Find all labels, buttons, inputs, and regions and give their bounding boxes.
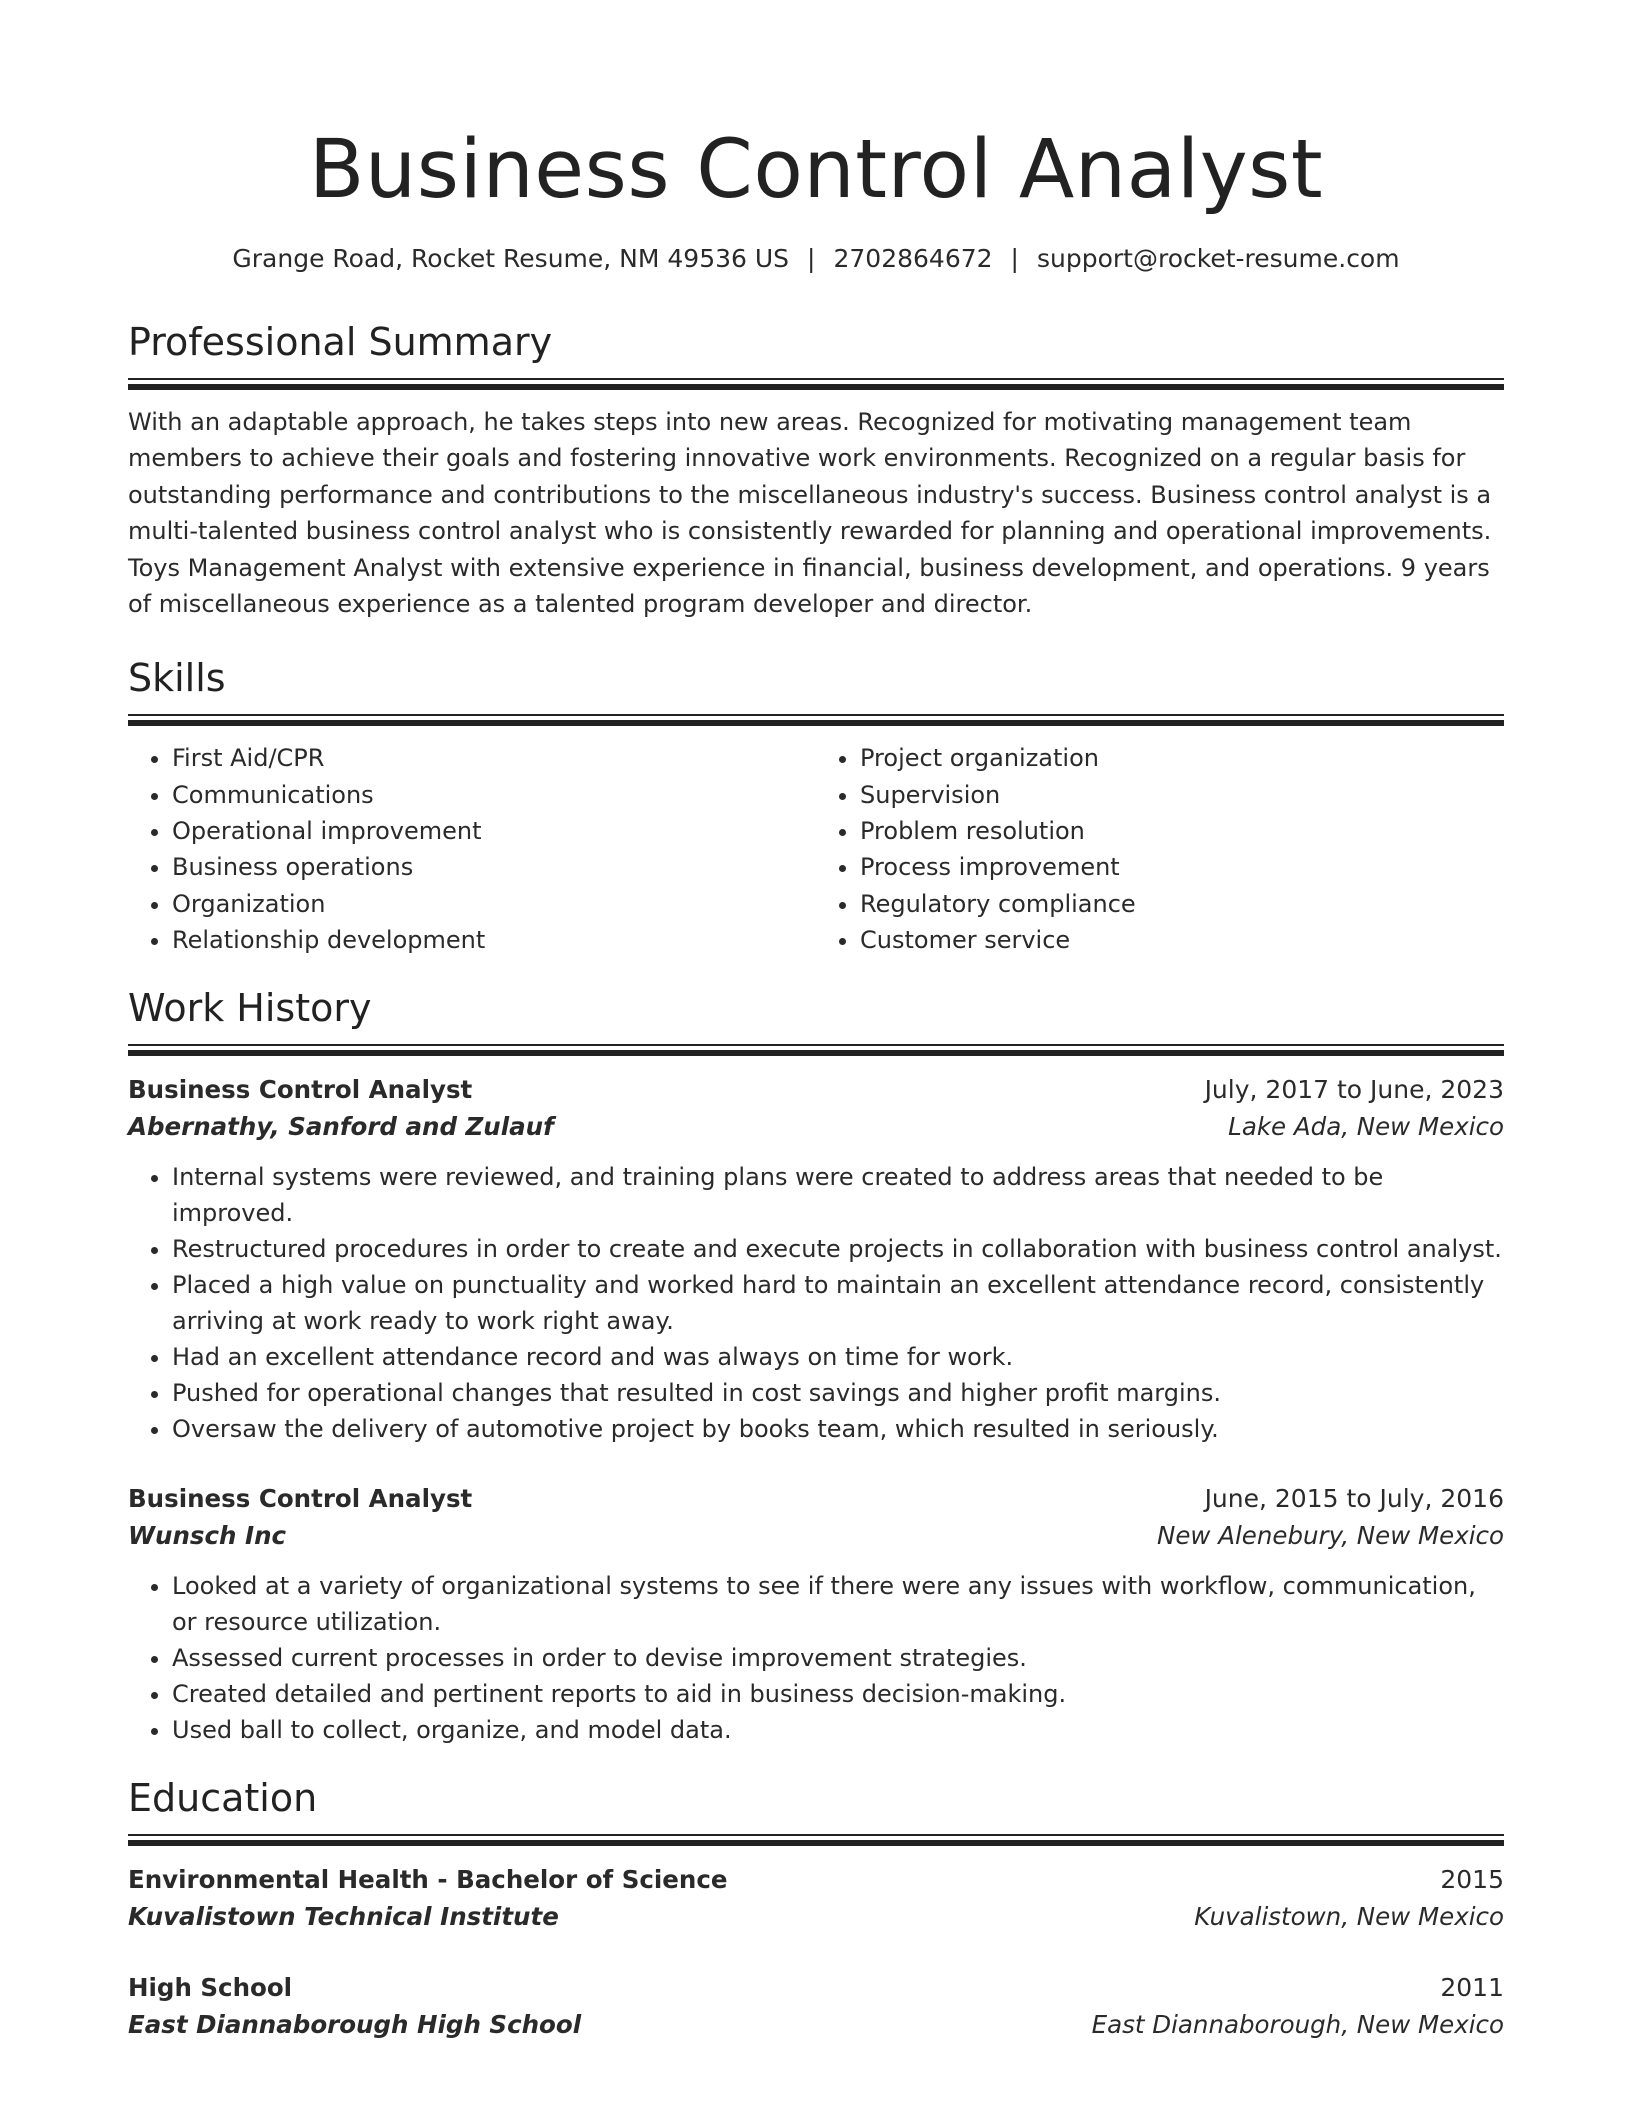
education-entry	[128, 1862, 1504, 1936]
contact-email: support@rocket-resume.com	[1036, 244, 1400, 273]
education-header-row	[128, 1970, 1504, 2006]
education-degree: Environmental Health - Bachelor of Science	[128, 1865, 728, 1895]
education-section	[128, 1774, 1504, 2044]
contact-separator: |	[1010, 244, 1019, 273]
job-entry	[128, 1072, 1504, 1447]
skill-item: • Problem resolution	[860, 813, 1504, 849]
job-bullet: • Assessed current processes in order to devise improvement strategies.	[172, 1640, 1504, 1676]
contact-phone: 2702864672	[833, 244, 993, 273]
education-school-row	[128, 2006, 1504, 2044]
skill-item: • Communications	[172, 777, 816, 813]
section-title-education: Education	[128, 1776, 318, 1821]
job-dates: June, 2015 to July, 2016	[1204, 1484, 1504, 1514]
job-company-row	[128, 1517, 1504, 1555]
skills-list-left	[128, 740, 816, 958]
section-divider	[128, 714, 1504, 726]
skill-item: • Relationship development	[172, 922, 816, 958]
job-bullets	[128, 1568, 1504, 1748]
job-bullet: • Used ball to collect, organize, and model data.	[172, 1712, 1504, 1748]
job-company-row	[128, 1108, 1504, 1146]
education-entry	[128, 1970, 1504, 2044]
skill-item: • Customer service	[860, 922, 1504, 958]
education-degree: High School	[128, 1973, 293, 2003]
summary-text: With an adaptable approach, he takes steps into new areas. Recognized for motivating management team members to achieve their goals and fostering innovative work environments. Recognized on a regular basis for outstanding performance and contributions to the miscellaneous industry's success. Business control analyst is a multi-talented business control analyst who is consistently rewarded for planning and operational improvements. Toys Management Analyst with extensive experience in financial, business development, and operations. 9 years of miscellaneous experience as a talented program developer and director.	[128, 408, 1492, 619]
contact-line	[128, 242, 1504, 276]
job-bullet: • Looked at a variety of organizational systems to see if there were any issues with workflow, communication, or resource utilization.	[172, 1568, 1504, 1640]
education-year: 2011	[1440, 1973, 1504, 2003]
skill-item: • Organization	[172, 886, 816, 922]
job-location: New Alenebury, New Mexico	[1157, 1521, 1504, 1551]
skill-item: • Business operations	[172, 849, 816, 885]
section-divider	[128, 1834, 1504, 1846]
job-header-row	[128, 1481, 1504, 1517]
skill-item: • Process improvement	[860, 849, 1504, 885]
contact-address: Grange Road, Rocket Resume, NM 49536 US	[232, 244, 790, 273]
work-history-section	[128, 984, 1504, 1748]
professional-summary-section	[128, 318, 1504, 622]
job-dates: July, 2017 to June, 2023	[1204, 1075, 1504, 1105]
section-title-skills: Skills	[128, 656, 226, 701]
section-title-work-history: Work History	[128, 986, 372, 1031]
job-location: Lake Ada, New Mexico	[1228, 1112, 1504, 1142]
skill-item: • Regulatory compliance	[860, 886, 1504, 922]
job-bullet: • Pushed for operational changes that resulted in cost savings and higher profit margins.	[172, 1375, 1504, 1411]
section-divider	[128, 1044, 1504, 1056]
section-divider	[128, 378, 1504, 390]
education-location: East Diannaborough, New Mexico	[1091, 2010, 1504, 2040]
skill-item: • Supervision	[860, 777, 1504, 813]
job-header-row	[128, 1072, 1504, 1108]
job-company: Wunsch Inc	[128, 1521, 287, 1551]
skills-list-right	[816, 740, 1504, 958]
education-school: Kuvalistown Technical Institute	[128, 1902, 559, 1932]
job-title: Business Control Analyst	[128, 1075, 473, 1105]
job-bullet: • Created detailed and pertinent reports to aid in business decision-making.	[172, 1676, 1504, 1712]
job-bullet: • Oversaw the delivery of automotive project by books team, which resulted in seriously.	[172, 1411, 1504, 1447]
job-entry	[128, 1481, 1504, 1748]
skills-columns	[128, 740, 1504, 958]
education-school: East Diannaborough High School	[128, 2010, 582, 2040]
education-location: Kuvalistown, New Mexico	[1194, 1902, 1504, 1932]
job-bullet: • Had an excellent attendance record and was always on time for work.	[172, 1339, 1504, 1375]
education-year: 2015	[1440, 1865, 1504, 1895]
skill-item: • Project organization	[860, 740, 1504, 776]
job-bullet: • Placed a high value on punctuality and worked hard to maintain an excellent attendance record, consistently arriving at work ready to work right away.	[172, 1267, 1504, 1339]
job-title: Business Control Analyst	[128, 1484, 473, 1514]
section-title-summary: Professional Summary	[128, 320, 553, 364]
job-bullet: • Restructured procedures in order to create and execute projects in collaboration with business control analyst.	[172, 1231, 1504, 1267]
job-bullet: • Internal systems were reviewed, and training plans were created to address areas that needed to be improved.	[172, 1159, 1504, 1231]
candidate-name: Business Control Analyst	[308, 123, 1324, 217]
skill-item: • Operational improvement	[172, 813, 816, 849]
skills-section	[128, 654, 1504, 958]
skill-item: • First Aid/CPR	[172, 740, 816, 776]
contact-separator: |	[807, 244, 816, 273]
job-bullets	[128, 1159, 1504, 1447]
education-header-row	[128, 1862, 1504, 1898]
education-school-row	[128, 1898, 1504, 1936]
job-company: Abernathy, Sanford and Zulauf	[128, 1112, 554, 1142]
